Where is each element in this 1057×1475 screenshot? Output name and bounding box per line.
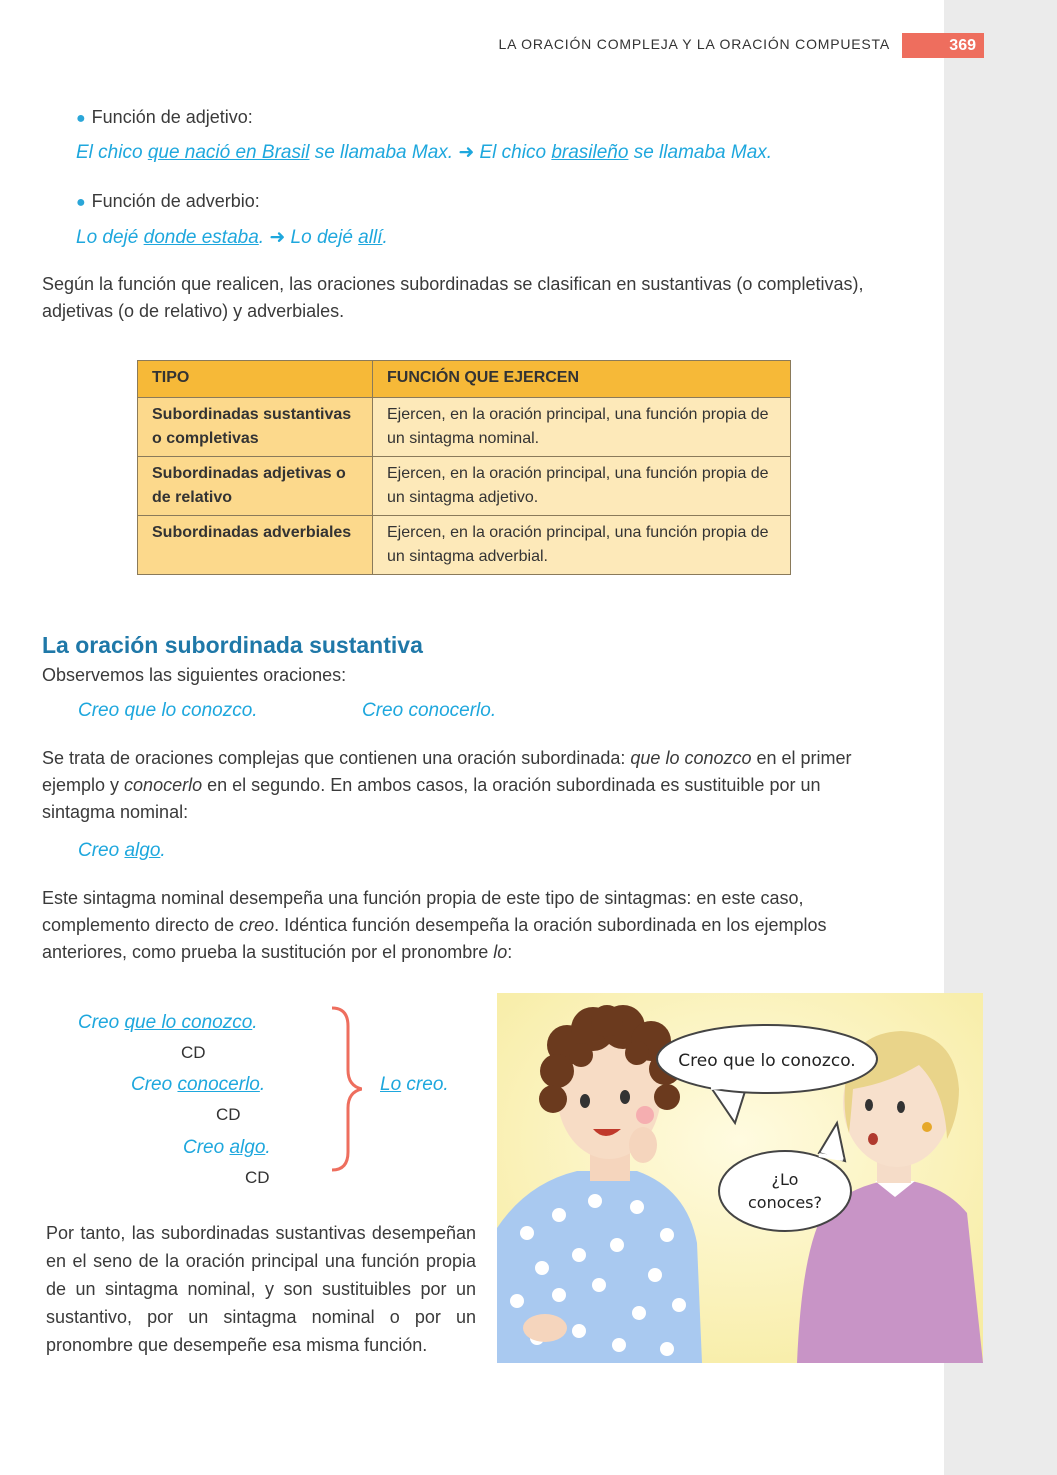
running-header: LA ORACIÓN COMPLEJA Y LA ORACIÓN COMPUESTA <box>498 36 890 52</box>
table-row <box>138 398 791 457</box>
section-title: La oración subordinada sustantiva <box>42 632 423 658</box>
curly-brace-icon <box>322 1004 362 1174</box>
bubble-2-line-1: ¿Lo <box>771 1170 799 1189</box>
table-cell-tipo: Subordinadas adverbiales <box>138 516 373 575</box>
paragraph-1: Se trata de oraciones complejas que contienen una oración subordinada: que lo conozco en el primer ejemplo y conocerlo en el segundo. En ambos casos, la oración subordinada es sustituible por un sintagma nominal: <box>42 748 852 822</box>
table-cell-funcion: Ejercen, en la oración principal, una función propia de un sintagma adverbial. <box>373 516 791 575</box>
paragraph-2: Este sintagma nominal desempeña una función propia de este tipo de sintagmas: en este caso, complemento directo de creo. Idéntica función desempeña la oración subordinada en los ejemplos anteriores, como prueba la sustitución por el pronombre lo: <box>42 888 827 962</box>
bubble-2-line-2: conoces? <box>748 1193 822 1212</box>
bullet-dot-icon: ● <box>76 110 86 127</box>
table-cell-funcion: Ejercen, en la oración principal, una función propia de un sintagma nominal. <box>373 398 791 457</box>
bullet-adverbio: ● Función de adverbio: <box>76 191 260 211</box>
table-header-tipo: TIPO <box>138 361 373 398</box>
cd-label-1: CD <box>181 1043 206 1062</box>
example-3: Creo algo. <box>78 840 166 861</box>
observe-line: Observemos las siguientes oraciones: <box>42 665 347 685</box>
bubble-1-text: Creo que lo conozco. <box>678 1051 856 1071</box>
diagram-line-3: Creo algo. <box>183 1137 271 1158</box>
table-cell-tipo: Subordinadas adjetivas o de relativo <box>138 457 373 516</box>
example-adverbio: Lo dejé donde estaba. ➜ Lo dejé allí. <box>76 227 388 248</box>
table-header-funcion: FUNCIÓN QUE EJERCEN <box>373 361 791 398</box>
final-paragraph: Por tanto, las subordinadas sustantivas desempeñan en el seno de la oración principal una función propia de un sintagma nominal, y son sustituibles por un sustantivo, por un sintagma nominal o por un pronombre que desempeñe esa misma función. <box>46 1223 476 1355</box>
example-1: Creo que lo conozco. <box>78 700 258 721</box>
table-header-row <box>138 361 791 398</box>
table-row <box>138 457 791 516</box>
table-cell-tipo: Subordinadas sustantivas o completivas <box>138 398 373 457</box>
example-adjetivo: El chico que nació en Brasil se llamaba Max. ➜ El chico brasileño se llamaba Max. <box>76 142 773 163</box>
example-2: Creo conocerlo. <box>362 700 497 721</box>
table-cell-funcion: Ejercen, en la oración principal, una función propia de un sintagma adjetivo. <box>373 457 791 516</box>
diagram-result: Lo creo. <box>380 1074 449 1095</box>
diagram-line-1: Creo que lo conozco. <box>78 1012 258 1033</box>
cd-label-2: CD <box>216 1105 241 1124</box>
cd-label-3: CD <box>245 1168 270 1187</box>
table-row <box>138 516 791 575</box>
page-number: 369 <box>902 33 984 58</box>
bullet-adjetivo: ● Función de adjetivo: <box>76 107 253 127</box>
diagram-line-2: Creo conocerlo. <box>131 1074 266 1095</box>
illustration <box>497 993 983 1363</box>
cartoon-two-women <box>497 993 983 1363</box>
intro-paragraph: Según la función que realicen, las oraciones subordinadas se clasifican en sustantivas (o completivas), adjetivas (o de relativo) y adverbiales. <box>42 274 864 321</box>
bullet-dot-icon: ● <box>76 194 86 211</box>
types-table <box>137 360 791 575</box>
